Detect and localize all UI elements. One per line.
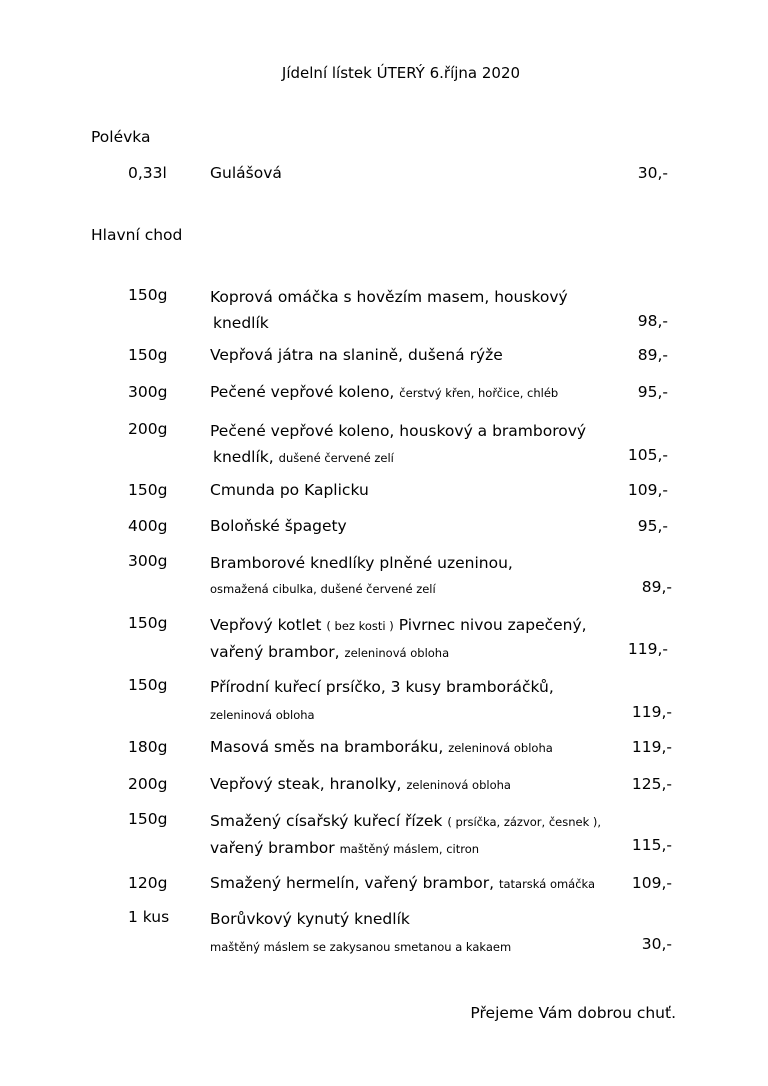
section-soup: Polévka xyxy=(91,128,151,146)
item-price: 30,- xyxy=(641,935,672,953)
item-name xyxy=(210,808,601,862)
item-price: 119,- xyxy=(631,738,672,756)
item-line1: Vepřový steak, hranolky, xyxy=(210,775,402,793)
item-price: 98,- xyxy=(637,312,668,330)
item-name xyxy=(210,738,553,757)
item-line1: Borůvkový kynutý knedlík xyxy=(210,910,410,928)
item-qty: 150g xyxy=(128,614,168,632)
closing-greeting: Přejeme Vám dobrou chuť. xyxy=(470,1004,676,1022)
item-name: Cmunda po Kaplicku xyxy=(210,481,369,499)
item-price: 30,- xyxy=(637,164,668,182)
item-name: Gulášová xyxy=(210,164,282,182)
item-name xyxy=(210,418,586,471)
item-qty: 120g xyxy=(128,874,168,892)
item-note: zeleninová obloha xyxy=(406,778,511,792)
item-note: maštěný máslem, citron xyxy=(339,842,480,856)
item-qty: 150g xyxy=(128,481,168,499)
item-qty: 0,33l xyxy=(128,164,167,182)
item-name: Boloňské špagety xyxy=(210,517,347,535)
item-note: osmažená cibulka, dušené červené zelí xyxy=(210,582,436,596)
item-note: ( prsíčka, zázvor, česnek ), xyxy=(447,815,602,829)
item-qty: 400g xyxy=(128,517,168,535)
item-line2 xyxy=(210,444,586,471)
item-qty: 1 kus xyxy=(128,908,170,926)
item-line1: Smažený císařský kuřecí řízek xyxy=(210,812,443,830)
item-line1: Pečené vepřové koleno, houskový a bramborový xyxy=(210,422,587,440)
item-line1: Pečené vepřové koleno, xyxy=(210,383,395,401)
item-line2 xyxy=(210,639,587,666)
item-name xyxy=(210,874,595,893)
item-price: 95,- xyxy=(637,383,668,401)
item-name xyxy=(210,906,511,962)
item-line2-main: vařený brambor xyxy=(210,839,335,857)
item-line2-main: vařený brambor, xyxy=(210,643,340,661)
item-line1: Smažený hermelín, vařený brambor, xyxy=(210,874,495,892)
item-price: 89,- xyxy=(637,346,668,364)
item-price: 125,- xyxy=(631,775,672,793)
item-qty: 200g xyxy=(128,420,168,438)
item-note: čerstvý křen, hořčice, chléb xyxy=(399,386,559,400)
item-line2 xyxy=(210,835,601,862)
item-price: 109,- xyxy=(631,874,672,892)
item-name xyxy=(210,612,587,666)
item-line1: Bramborové knedlíky plněné uzeninou, xyxy=(210,554,513,572)
item-note: ( bez kosti ) xyxy=(326,619,394,633)
item-qty: 150g xyxy=(128,676,168,694)
item-qty: 150g xyxy=(128,346,168,364)
item-price: 89,- xyxy=(641,578,672,596)
item-price: 115,- xyxy=(631,836,672,854)
item-note: dušené červené zelí xyxy=(278,451,394,465)
item-note: zeleninová obloha xyxy=(210,708,315,722)
item-note: zeleninová obloha xyxy=(344,646,450,660)
item-qty: 150g xyxy=(128,286,168,304)
item-price: 119,- xyxy=(631,703,672,721)
item-note: maštěný máslem se zakysanou smetanou a kakaem xyxy=(210,940,512,954)
item-line2-main: knedlík, xyxy=(213,448,274,466)
item-qty: 300g xyxy=(128,552,168,570)
item-line1: Koprová omáčka s hovězím masem, houskový xyxy=(210,288,568,306)
item-qty: 150g xyxy=(128,810,168,828)
item-line1: Masová směs na bramboráku, xyxy=(210,738,444,756)
item-note: tatarská omáčka xyxy=(498,877,596,891)
section-main: Hlavní chod xyxy=(91,226,183,244)
item-name xyxy=(210,775,511,794)
item-qty: 180g xyxy=(128,738,168,756)
item-price: 109,- xyxy=(627,481,668,499)
item-name xyxy=(210,383,558,402)
item-qty: 200g xyxy=(128,775,168,793)
item-line1: Vepřový kotlet xyxy=(210,616,322,634)
item-line2: knedlík xyxy=(213,314,269,332)
item-price: 119,- xyxy=(627,640,668,658)
item-name: Vepřová játra na slanině, dušená rýže xyxy=(210,346,503,364)
item-price: 95,- xyxy=(637,517,668,535)
item-name xyxy=(210,284,568,336)
item-name xyxy=(210,674,554,730)
item-qty: 300g xyxy=(128,383,168,401)
item-line1-rest: Pivrnec nivou zapečený, xyxy=(398,616,587,634)
item-price: 105,- xyxy=(627,446,668,464)
menu-title: Jídelní lístek ÚTERÝ 6.října 2020 xyxy=(281,64,521,82)
item-name xyxy=(210,550,513,602)
item-note: zeleninová obloha xyxy=(448,741,553,755)
item-line1: Přírodní kuřecí prsíčko, 3 kusy bramboráčků, xyxy=(210,678,554,696)
